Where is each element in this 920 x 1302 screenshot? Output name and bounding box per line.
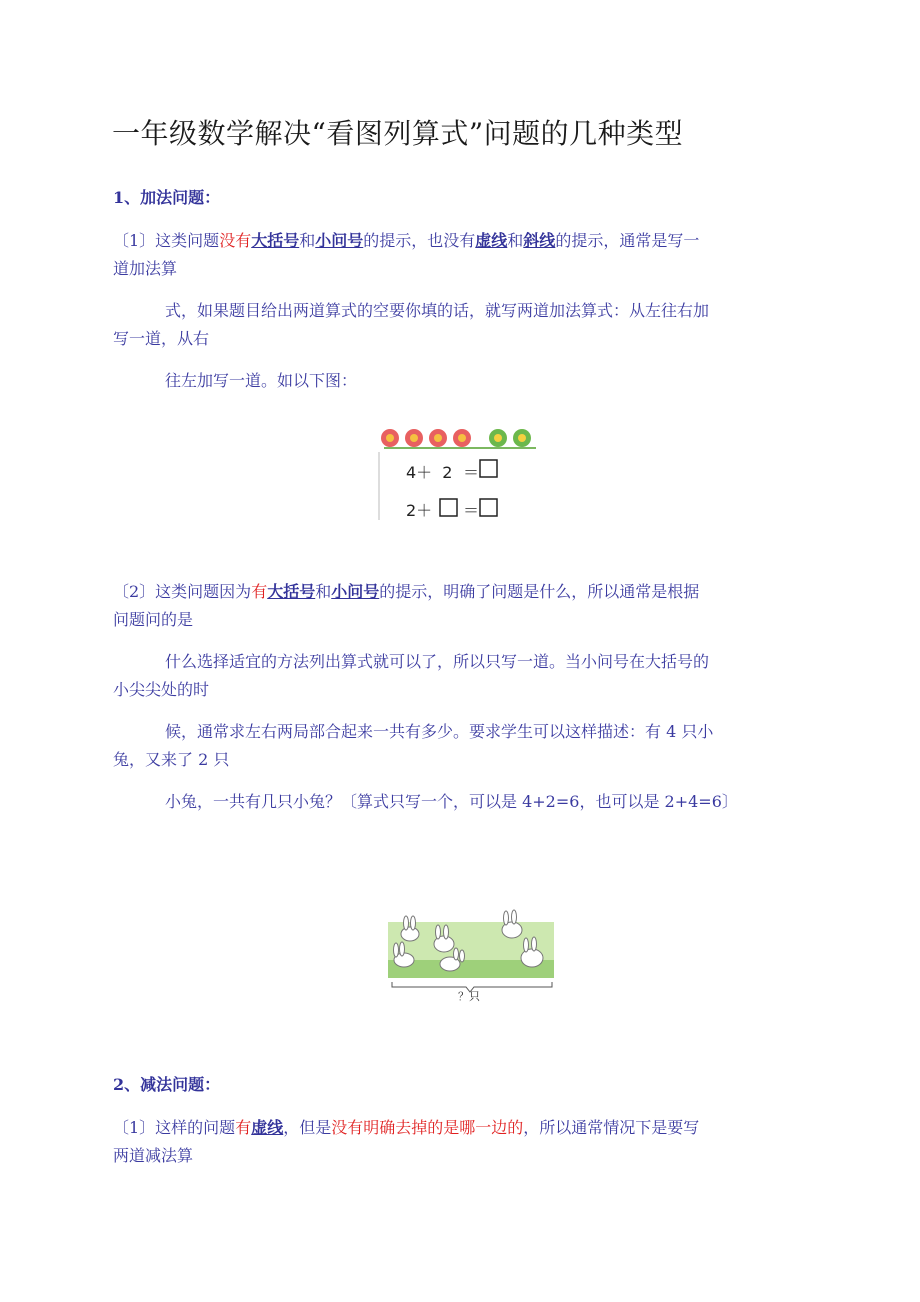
paragraph-addition-2-cont2	[113, 718, 713, 774]
rabbit-icon	[401, 916, 419, 941]
red-flower-icon	[381, 429, 399, 447]
page-title: 一年级数学解决“看图列算式”问题的几种类型	[112, 117, 684, 150]
equals-sign: ＝	[463, 463, 480, 482]
paragraph-line: 〔1〕这样的问题有虚线，但是没有明确去掉的是哪一边的，所以通常情况下是要写	[113, 1118, 700, 1137]
paragraph-line: 候，通常求左右两局部合起来一共有多少。要求学生可以这样描述：有 4 只小	[165, 722, 714, 741]
red-flower-icon	[429, 429, 447, 447]
paragraph-line: 小兔，一共有几只小兔？〔算式只写一个，可以是 4+2=6，也可以是 2+4=6〕	[165, 792, 738, 811]
brace-caption: ？只	[458, 990, 480, 1003]
equation-term: 2＋	[406, 501, 433, 520]
paragraph-line: 兔，又来了 2 只	[113, 750, 230, 769]
paragraph-line: 两道减法算	[113, 1146, 194, 1165]
answer-box	[480, 460, 497, 477]
paragraph-line: 什么选择适宜的方法列出算式就可以了，所以只写一道。当小问号在大括号的	[165, 652, 710, 671]
equation-2	[406, 498, 480, 521]
green-flower-icon	[513, 429, 531, 447]
paragraph-subtraction-1	[113, 1114, 699, 1170]
paragraph-line: 写一道，从右	[113, 329, 210, 348]
green-flower-icon	[489, 429, 507, 447]
answer-box	[480, 499, 497, 516]
flowers-equation-figure	[376, 424, 548, 522]
paragraph-line: 〔2〕这类问题因为有大括号和小问号的提示，明确了问题是什么，所以通常是根据	[113, 582, 700, 601]
equation-term: 4＋	[406, 463, 433, 482]
paragraph-line: 往左加写一道。如以下图：	[165, 371, 358, 390]
paragraph-addition-1-cont	[113, 297, 709, 353]
section-heading-addition: 1、加法问题：	[113, 188, 221, 207]
paragraph-line: 〔1〕这类问题没有大括号和小问号的提示，也没有虚线和斜线的提示，通常是写一	[113, 231, 700, 250]
red-flower-icon	[453, 429, 471, 447]
flowers-illustration	[376, 424, 548, 522]
equals-sign: ＝	[463, 501, 480, 520]
paragraph-line: 式，如果题目给出两道算式的空要你填的话，就写两道加法算式：从左往右加	[165, 301, 710, 320]
rabbits-figure	[386, 900, 558, 1008]
equation-1	[406, 460, 480, 483]
red-flower-icon	[405, 429, 423, 447]
paragraph-line: 问题问的是	[113, 610, 194, 629]
paragraph-addition-2	[113, 578, 699, 634]
paragraph-addition-2-cont	[113, 648, 709, 704]
paragraph-line: 道加法算	[113, 259, 178, 278]
answer-box	[440, 499, 457, 516]
section-heading-subtraction: 2、减法问题：	[113, 1075, 221, 1094]
paragraph-line: 小尖尖处的时	[113, 680, 210, 699]
paragraph-addition-1	[113, 227, 699, 283]
rabbit-icon	[502, 910, 522, 938]
equation-term: 2	[442, 463, 453, 482]
